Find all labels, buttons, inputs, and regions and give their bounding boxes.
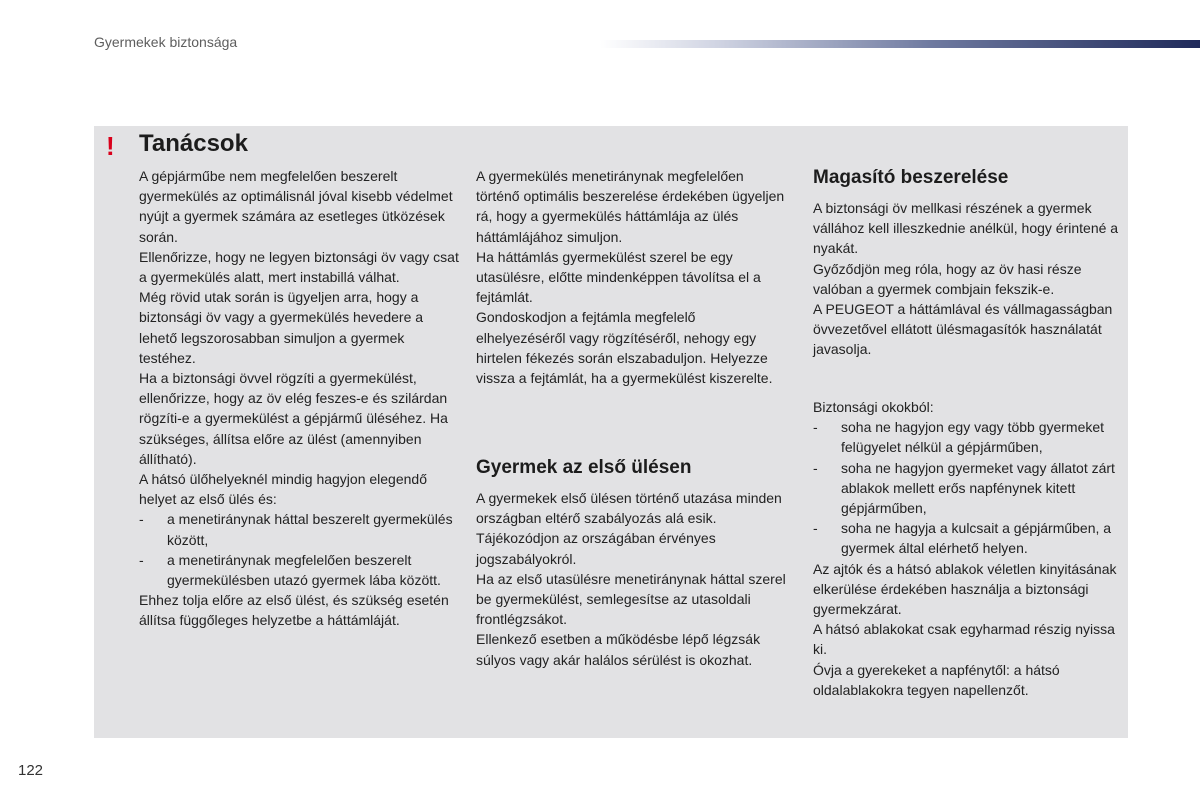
paragraph: Gondoskodjon a fejtámla megfelelő elhelyezéséről vagy rögzítéséről, nehogy egy hirtelen fékezés során elszabaduljon. Helyezze vissza a fejtámlát, ha a gyermekülést kiszerelte. <box>476 309 773 387</box>
header-gradient-bar <box>600 40 1200 48</box>
paragraph: Ellenőrizze, hogy ne legyen biztonsági öv vagy csat a gyermekülés alatt, mert instabillá válhat. <box>139 248 459 286</box>
paragraph: Ha az első utasülésre menetiránynak háttal szerel be gyermekülést, semlegesítse az utasoldali frontlégzsákot. <box>476 570 786 628</box>
paragraph: A gyermekülés menetiránynak megfelelően történő optimális beszerelése érdekében ügyeljen rá, hogy a gyermekülés háttámlája az ülés háttámlájához simuljon. <box>476 168 785 245</box>
warning-icon: ! <box>106 131 115 161</box>
paragraph: Ha háttámlás gyermekülést szerel be egy utasülésre, előtte mindenképpen távolítsa el a fejtámlát. <box>476 248 761 306</box>
paragraph: A gyermekek első ülésen történő utazása minden országban eltérő szabályozás alá esik. Tájékozódjon az országában érvényes jogszabályokról. <box>476 490 782 567</box>
list-item: - a menetiránynak háttal beszerelt gyermekülés között, <box>139 511 453 548</box>
paragraph: A PEUGEOT a háttámlával és vállmagasságban övvezetővel ellátott ülésmagasítók használatát javasolja. <box>813 301 1113 358</box>
list-item: - soha ne hagyjon egy vagy több gyermeket felügyelet nélkül a gépjárműben, <box>813 419 1105 456</box>
front-seat-heading: Gyermek az első ülésen <box>476 457 692 478</box>
paragraph: Ellenkező esetben a működésbe lépő légzsák súlyos vagy akár halálos sérülést is okozhat. <box>476 631 761 668</box>
paragraph: Még rövid utak során is ügyeljen arra, hogy a biztonsági öv vagy a gyermekülés hevedere a lehető legszorosabban simuljon a gyermek testéhez. <box>139 289 424 366</box>
column-1 <box>139 166 459 631</box>
paragraph: A hátsó ablakokat csak egyharmad részig nyissa ki. <box>813 621 1115 658</box>
paragraph: A hátsó ülőhelyeknél mindig hagyjon elegendő helyet az első ülés és: <box>139 471 427 508</box>
paragraph: Az ajtók és a hátsó ablakok véletlen kinyitásának elkerülése érdekében használja a biztonsági gyermekzárat. <box>813 560 1117 618</box>
column-2-lower <box>476 456 786 670</box>
column-3 <box>813 166 1125 360</box>
list-item: - soha ne hagyjon gyermeket vagy állatot zárt ablakok mellett erős napfénynek kitett gépjárműben, <box>813 459 1115 517</box>
column-2 <box>476 166 786 388</box>
paragraph: Ehhez tolja előre az első ülést, és szükség esetén állítsa függőleges helyzetbe a háttámláját. <box>139 592 449 629</box>
paragraph: Győződjön meg róla, hogy az öv hasi része valóban a gyermek combjain fekszik-e. <box>813 260 1082 297</box>
paragraph: Ha a biztonsági övvel rögzíti a gyermekülést, ellenőrizze, hogy az öv elég feszes-e és szilárdan rögzíti-e a gyermekülést a gépjármű üléséhez. Ha szükséges, állítsa előre az ülést (amennyiben állítható). <box>139 370 448 467</box>
panel-title: Tanácsok <box>139 130 248 157</box>
page-number: 122 <box>18 762 44 779</box>
list-item: - soha ne hagyja a kulcsait a gépjárműben, a gyermek által elérhető helyen. <box>813 520 1112 557</box>
paragraph: Óvja a gyerekeket a napfénytől: a hátsó oldalablakokra tegyen napellenzőt. <box>813 661 1060 698</box>
page-header-title: Gyermekek biztonsága <box>94 34 238 50</box>
list-item: - a menetiránynak megfelelően beszerelt gyermekülésben utazó gyermek lába között. <box>139 551 441 589</box>
column-3-lower <box>813 397 1125 700</box>
booster-heading: Magasító beszerelése <box>813 167 1009 188</box>
paragraph: A biztonsági öv mellkasi részének a gyermek vállához kell illeszkednie anélkül, hogy érintené a nyakát. <box>813 200 1119 257</box>
safety-intro: Biztonsági okokból: <box>813 399 934 415</box>
paragraph: A gépjárműbe nem megfelelően beszerelt gyermekülés az optimálisnál jóval kisebb védelmet nyújt a gyermek számára az esetleges ütközések során. <box>139 168 453 245</box>
